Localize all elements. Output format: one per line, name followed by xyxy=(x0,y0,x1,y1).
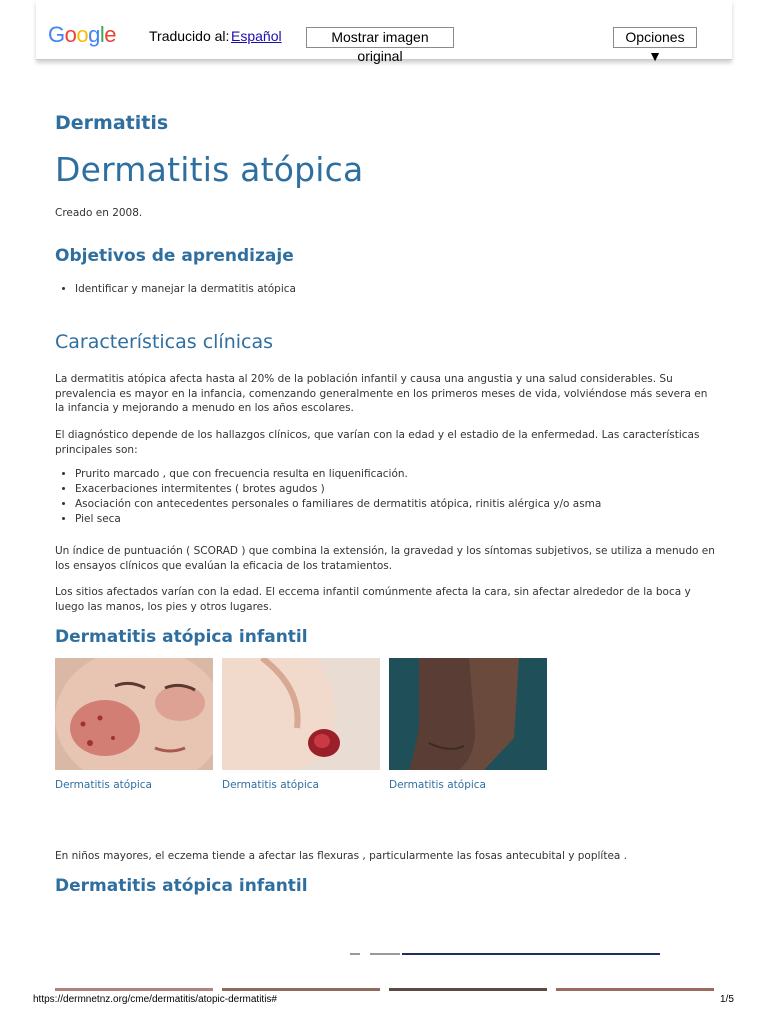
translated-to-label: Traducido al: xyxy=(149,28,230,44)
list-item: • Exacerbaciones intermitentes ( brotes agudos ) xyxy=(75,482,715,497)
infant-heading: Dermatitis atópica infantil xyxy=(55,627,308,647)
ear-photo xyxy=(222,658,380,770)
gallery-caption[interactable]: Dermatitis atópica xyxy=(55,779,152,791)
infant-heading-2: Dermatitis atópica infantil xyxy=(55,876,308,896)
list-item: • Identificar y manejar la dermatitis atópica xyxy=(75,282,715,297)
gallery-image-partial xyxy=(55,988,213,991)
list-item: • Prurito marcado , que con frecuencia resulta en liquenificación. xyxy=(75,467,715,482)
section-kicker[interactable]: Dermatitis xyxy=(55,112,169,134)
page-title: Dermatitis atópica xyxy=(55,150,364,189)
translate-bar xyxy=(36,0,732,64)
gallery-image-partial xyxy=(556,988,714,991)
objectives-list xyxy=(55,282,715,297)
page-divider xyxy=(350,953,400,955)
gallery-image-face[interactable] xyxy=(55,658,213,770)
features-list xyxy=(55,467,715,527)
list-item: • Asociación con antecedentes personales o familiares de dermatitis atópica, rinitis alérgica y/o asma xyxy=(75,497,715,512)
gallery-caption[interactable]: Dermatitis atópica xyxy=(222,779,319,791)
gallery-image-leg[interactable] xyxy=(389,658,547,770)
show-original-button[interactable]: Mostrar imagen original xyxy=(306,27,454,48)
paragraph: Un índice de puntuación ( SCORAD ) que combina la extensión, la gravedad y los síntomas subjetivos, se utiliza a menudo en los ensayos clínicos que evalúan la eficacia de los tratamientos. xyxy=(55,545,715,572)
face-photo xyxy=(55,658,213,770)
created-date: Creado en 2008. xyxy=(55,207,143,219)
objectives-heading: Objetivos de aprendizaje xyxy=(55,246,294,266)
logo-letter: e xyxy=(104,22,117,47)
clinical-heading: Características clínicas xyxy=(55,331,274,353)
logo-letter: G xyxy=(48,22,65,47)
google-logo[interactable] xyxy=(48,22,116,48)
list-item: • Piel seca xyxy=(75,512,715,527)
logo-letter: g xyxy=(88,22,100,47)
gallery-image-ear[interactable] xyxy=(222,658,380,770)
paragraph: El diagnóstico depende de los hallazgos clínicos, que varían con la edad y el estadio de la enfermedad. Las características principales son: xyxy=(55,429,700,456)
language-link[interactable]: Español xyxy=(231,28,282,44)
footer-url: https://dermnetnz.org/cme/dermatitis/atopic-dermatitis# xyxy=(33,994,277,1005)
page-divider xyxy=(402,953,660,955)
leg-photo xyxy=(389,658,547,770)
paragraph: Los sitios afectados varían con la edad. El eccema infantil comúnmente afecta la cara, sin afectar alrededor de la boca y luego las manos, los pies y otros lugares. xyxy=(55,586,691,613)
gallery-image-partial xyxy=(222,988,380,991)
page-number: 1/5 xyxy=(720,994,734,1005)
logo-letter: o xyxy=(76,22,89,47)
gallery-image-partial xyxy=(389,988,547,991)
gallery-caption[interactable]: Dermatitis atópica xyxy=(389,779,486,791)
paragraph: En niños mayores, el eczema tiende a afectar las flexuras , particularmente las fosas antecubital y poplítea . xyxy=(55,850,628,862)
options-button[interactable]: Opciones ▼ xyxy=(613,27,697,48)
paragraph: La dermatitis atópica afecta hasta al 20% de la población infantil y causa una angustia y una salud considerables. Su prevalencia es mayor en la infancia, comenzando generalmente en los primeros meses de vida, volviéndose más severa en la infancia y mejorando a menudo en los años escolares. xyxy=(55,373,708,414)
logo-letter: o xyxy=(64,22,77,47)
logo-letter: l xyxy=(99,22,105,47)
